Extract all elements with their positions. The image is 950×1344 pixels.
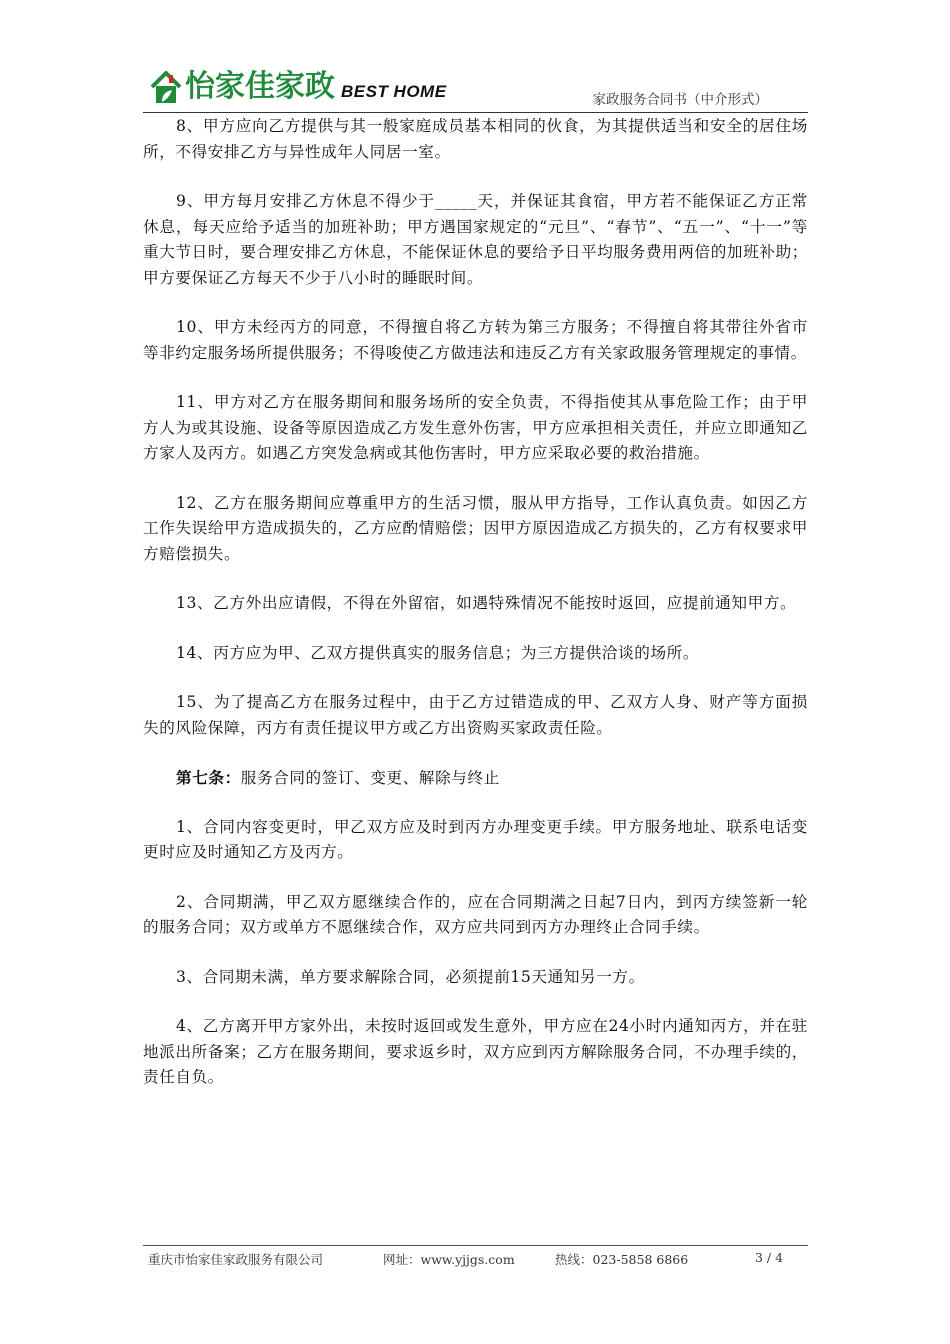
document-body <box>143 114 808 1115</box>
section-item: 4、乙方离开甲方家外出，未按时返回或发生意外，甲方应在24小时内通知丙方，并在驻地派出所备案；乙方在服务期间，要求返乡时，双方应到丙方解除服务合同，不办理手续的，责任自负。 <box>143 1017 808 1086</box>
section-item: 2、合同期满，甲乙双方愿继续合作的，应在合同期满之日起7日内，到丙方续签新一轮的服务合同；双方或单方不愿继续合作，双方应共同到丙方办理终止合同手续。 <box>143 892 808 936</box>
logo-chinese-name: 怡家佳家政 <box>185 69 335 104</box>
footer-website: 网址：www.yjjgs.com <box>383 1252 515 1267</box>
logo-english-name: BEST HOME <box>341 82 447 101</box>
document-title: 家政服务合同书（中介形式） <box>592 92 768 108</box>
clause-paragraph: 11、甲方对乙方在服务期间和服务场所的安全负责，不得指使其从事危险工作；由于甲方人为或其设施、设备等原因造成乙方发生意外伤害，甲方应承担相关责任，并应立即通知乙方家人及丙方。如遇乙方突发急病或其他伤害时，甲方应采取必要的救治措施。 <box>143 393 808 462</box>
section-label: 第七条： <box>176 768 241 787</box>
section-title: 服务合同的签订、变更、解除与终止 <box>240 769 500 787</box>
clause-paragraph: 9、甲方每月安排乙方休息不得少于_____天，并保证其食宿，甲方若不能保证乙方正常休息，每天应给予适当的加班补助；甲方遇国家规定的“元旦”、“春节”、“五一”、“十一”等重大节日时，要合理安排乙方休息，不能保证休息的要给予日平均服务费用两倍的加班补助；甲方要保证乙方每天不少于八小时的睡眠时间。 <box>143 192 808 287</box>
page-footer <box>143 1245 808 1270</box>
clause-paragraph: 13、乙方外出应请假，不得在外留宿，如遇特殊情况不能按时返回，应提前通知甲方。 <box>176 594 797 612</box>
clause-paragraph: 10、甲方未经丙方的同意，不得擅自将乙方转为第三方服务；不得擅自将其带往外省市等非约定服务场所提供服务；不得唆使乙方做违法和违反乙方有关家政服务管理规定的事情。 <box>143 318 808 362</box>
company-logo <box>149 68 447 106</box>
page-number: 3 / 4 <box>755 1250 784 1265</box>
section-item: 3、合同期未满，单方要求解除合同，必须提前15天通知另一方。 <box>176 967 645 986</box>
footer-company: 重庆市怡家佳家政服务有限公司 <box>148 1252 324 1267</box>
footer-hotline: 热线：023-5858 6866 <box>555 1252 689 1267</box>
page-header <box>143 66 808 113</box>
section-item: 1、合同内容变更时，甲乙双方应及时到丙方办理变更手续。甲方服务地址、联系电话变更时应及时通知乙方及丙方。 <box>143 817 808 861</box>
clause-paragraph: 12、乙方在服务期间应尊重甲方的生活习惯，服从甲方指导，工作认真负责。如因乙方工作失误给甲方造成损失的，乙方应酌情赔偿；因甲方原因造成乙方损失的，乙方有权要求甲方赔偿损失。 <box>143 493 808 563</box>
house-leaf-icon <box>149 69 183 105</box>
clause-paragraph: 8、甲方应向乙方提供与其一般家庭成员基本相同的伙食，为其提供适当和安全的居住场所，不得安排乙方与异性成年人同居一室。 <box>143 117 808 161</box>
clause-paragraph: 14、丙方应为甲、乙双方提供真实的服务信息；为三方提供洽谈的场所。 <box>176 643 700 662</box>
section-heading <box>143 765 808 792</box>
clause-paragraph: 15、为了提高乙方在服务过程中，由于乙方过错造成的甲、乙双方人身、财产等方面损失的风险保障，丙方有责任提议甲方或乙方出资购买家政责任险。 <box>143 693 808 737</box>
